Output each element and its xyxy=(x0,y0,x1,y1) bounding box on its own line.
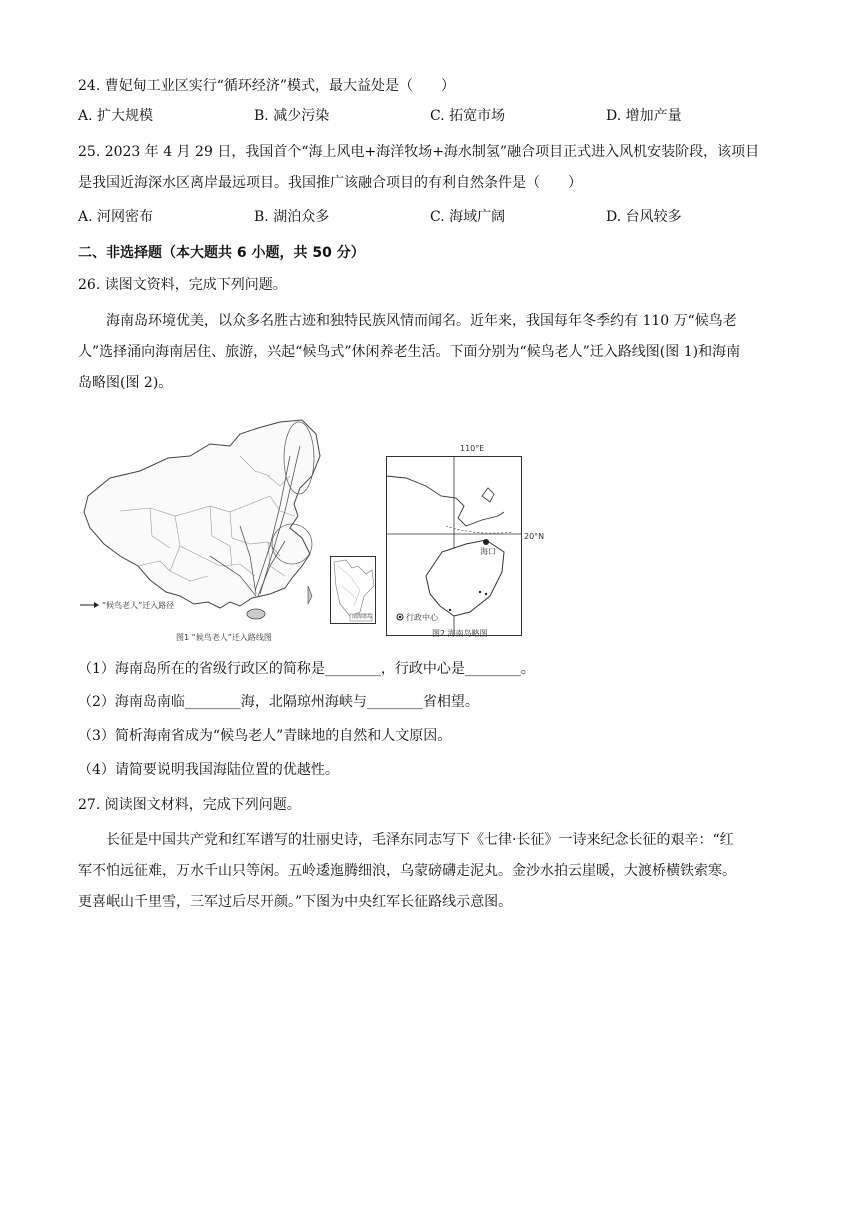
q26-para-line1: 海南岛环境优美，以众多名胜古迹和独特民族风情而闻名。近年来，我国每年冬季约有 110 万“候鸟老 xyxy=(106,313,737,329)
q26-sub3: （3）简析海南省成为“候鸟老人”青睐地的自然和人文原因。 xyxy=(78,728,452,744)
q27-para-line3: 更喜岷山千里雪，三军过后尽开颜。”下图为中央红军长征路线示意图。 xyxy=(78,894,513,910)
hainan-map xyxy=(386,456,522,636)
china-map xyxy=(80,416,325,631)
fig2-caption: 图2 海南岛略图 xyxy=(432,629,488,638)
q24-option-c: C. 拓宽市场 xyxy=(430,108,506,124)
admin-center-icon xyxy=(396,613,404,621)
q26-para-line3: 岛略图(图 2)。 xyxy=(78,375,173,391)
q24-option-a: A. 扩大规模 xyxy=(78,108,154,124)
q25-option-d: D. 台风较多 xyxy=(606,209,682,225)
q25-option-c: C. 海域广阔 xyxy=(430,209,506,225)
fig2-city-label: 海口 xyxy=(480,547,496,556)
fig1-caption: 图1 “候鸟老人”迁入路线图 xyxy=(176,633,272,642)
q26-sub4: （4）请简要说明我国海陆位置的优越性。 xyxy=(78,762,339,778)
q24-stem: 24. 曹妃甸工业区实行“循环经济”模式，最大益处是（ ） xyxy=(78,78,456,94)
q27-para-line1: 长征是中国共产党和红军谱写的壮丽史诗，毛泽东同志写下《七律·长征》一诗来纪念长征的艰辛：“红 xyxy=(106,832,734,848)
inset-label: 南海诸岛 xyxy=(352,614,373,620)
fig2-legend-label: 行政中心 xyxy=(406,613,438,622)
q26-figures xyxy=(80,416,780,644)
q24-option-d: D. 增加产量 xyxy=(606,108,682,124)
q25-stem-line1: 25. 2023 年 4 月 29 日，我国首个“海上风电+海洋牧场+海水制氢”融合项目正式进入风机安装阶段，该项目 xyxy=(78,144,760,160)
q26-sub2: （2）海南岛南临________海，北隔琼州海峡与________省相望。 xyxy=(78,694,479,710)
q25-option-b: B. 湖泊众多 xyxy=(254,209,330,225)
fig2-latitude-label: 20°N xyxy=(524,532,545,541)
section-title: 二、非选择题（本大题共 6 小题，共 50 分） xyxy=(78,245,365,261)
q26-stem: 26. 读图文资料，完成下列问题。 xyxy=(78,277,287,293)
q27-para-line2: 军不怕远征难，万水千山只等闲。五岭逶迤腾细浪，乌蒙磅礴走泥丸。金沙水拍云崖暖，大渡桥横铁索寒。 xyxy=(78,863,736,879)
q26-sub1: （1）海南岛所在的省级行政区的简称是________，行政中心是________。 xyxy=(78,661,535,677)
q27-stem: 27. 阅读图文材料，完成下列问题。 xyxy=(78,797,301,813)
q26-para-line2: 人”选择涌向海南居住、旅游，兴起“候鸟式”休闲养老生活。下面分别为“候鸟老人”迁入路线图(图 1)和海南 xyxy=(78,344,741,360)
fig1-legend-label: “候鸟老人”迁入路径 xyxy=(102,601,175,610)
q24-option-b: B. 减少污染 xyxy=(254,108,330,124)
fig2-longitude-label: 110°E xyxy=(460,444,485,453)
q25-option-a: A. 河网密布 xyxy=(78,209,154,225)
q25-stem-line2: 是我国近海深水区离岸最远项目。我国推广该融合项目的有利自然条件是（ ） xyxy=(78,175,582,191)
